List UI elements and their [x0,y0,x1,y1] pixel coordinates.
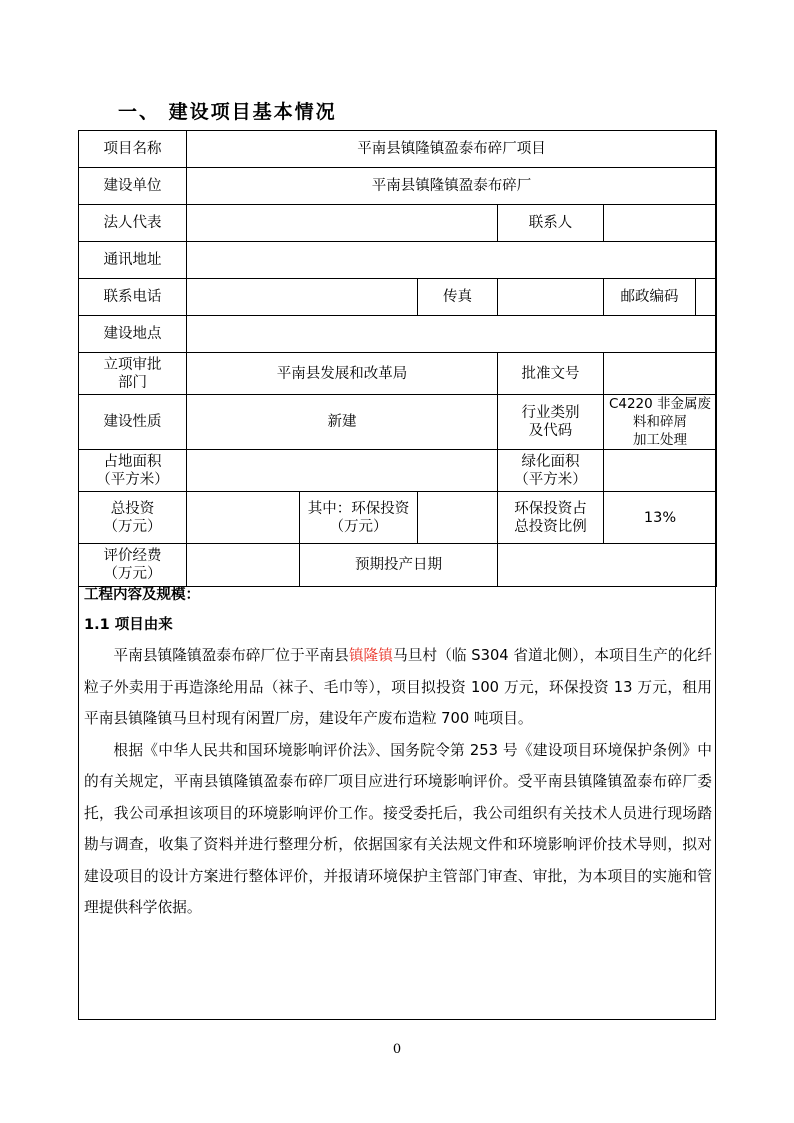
project-name-value: 平南县镇隆镇盈泰布碎厂项目 [187,131,717,168]
fax-value [498,279,604,316]
row-invest [79,492,717,544]
env-invest-value [418,492,498,544]
area-label-line2: （平方米） [96,471,169,488]
industry-value [604,395,717,450]
approval-dept-value: 平南县发展和改革局 [187,353,498,395]
industry-label-line1: 行业类别 [521,405,580,421]
approval-dept-label-line2: 部门 [118,374,147,391]
env-invest-label [300,492,418,544]
area-label-line1: 占地面积 [103,453,162,470]
invest-label-line1: 总投资 [110,500,155,517]
green-label [498,450,604,492]
row-project-name [79,131,717,168]
nature-value: 新建 [187,395,498,450]
phone-label: 联系电话 [79,279,187,316]
builder-value: 平南县镇隆镇盈泰布碎厂 [187,168,717,205]
area-value [187,450,498,492]
green-label-line1: 绿化面积 [521,453,580,470]
nature-label: 建设性质 [79,395,187,450]
approval-no-value [604,353,717,395]
row-legal-rep [79,205,717,242]
paragraph-1 [84,640,712,735]
approval-dept-label-line1: 立项审批 [103,356,162,373]
row-address [79,242,717,279]
industry-label [498,395,604,450]
row-area [79,450,717,492]
postcode-label: 邮政编码 [604,279,696,316]
phone-value [187,279,418,316]
approval-no-label: 批准文号 [498,353,604,395]
ratio-label [498,492,604,544]
invest-label [79,492,187,544]
fax-label: 传真 [418,279,498,316]
row-phone [79,279,717,316]
p1-before: 平南县镇隆镇盈泰布碎厂位于平南县 [113,647,349,664]
section-title: 一、 建设项目基本情况 [118,101,337,123]
project-content [84,580,712,924]
p1-after: 马旦村（临 S304 省道北侧），本项目生产的化纤粒子外卖用于再造涤纶用品（袜子、毛巾等），项目拟投资 100 万元，环保投资 13 万元，租用平南县镇隆镇马旦村现有闲置厂房，建设年产废布造粒 700 吨项目。 [84,647,712,727]
ratio-value: 13% [604,492,717,544]
project-name-label: 项目名称 [79,131,187,168]
green-label-line2: （平方米） [514,471,587,488]
page-number: 0 [392,1042,402,1057]
industry-label-line2: 及代码 [528,423,573,439]
invest-value [187,492,300,544]
fee-label-line1: 评价经费 [103,548,162,564]
sub-title: 1.1 项目由来 [84,617,173,633]
env-invest-label-line2: （万元） [329,518,388,535]
industry-value-line2: 加工处理 [633,432,687,448]
row-site [79,316,717,353]
approval-dept-label [79,353,187,395]
row-nature [79,395,717,450]
builder-label: 建设单位 [79,168,187,205]
ratio-label-line1: 环保投资占 [514,500,587,517]
green-value [604,450,717,492]
industry-value-line1: C4220 非金属废料和碎屑 [608,396,712,430]
scope-title: 工程内容及规模： [84,587,200,603]
paragraph-2: 根据《中华人民共和国环境影响评价法》、国务院令第 253 号《建设项目环境保护条例》中的有关规定，平南县镇隆镇盈泰布碎厂项目应进行环境影响评价。受平南县镇隆镇盈泰布碎厂委托，我公司承担该项目的环境影响评价工作。接受委托后，我公司组织有关技术人员进行现场踏勘与调查，收集了资料并进行整理分析，依据国家有关法规文件和环境影响评价技术导则，拟对建设项目的设计方案进行整体评价，并报请环境保护主管部门审查、审批，为本项目的实施和管理提供科学依据。 [84,741,712,916]
ratio-label-line2: 总投资比例 [514,518,587,535]
legal-rep-label: 法人代表 [79,205,187,242]
invest-label-line2: （万元） [103,518,162,535]
site-value [187,316,717,353]
fee-label-line2: （万元） [103,566,162,582]
p1-highlight: 镇隆镇 [348,647,393,664]
address-value [187,242,717,279]
project-info-table [78,130,717,587]
legal-rep-value [187,205,498,242]
env-invest-label-line1: 其中：环保投资 [307,500,410,517]
contact-label: 联系人 [498,205,604,242]
start-date-label: 预期投产日期 [300,544,498,587]
row-builder [79,168,717,205]
postcode-value [696,279,717,316]
site-label: 建设地点 [79,316,187,353]
row-approval [79,353,717,395]
address-label: 通讯地址 [79,242,187,279]
area-label [79,450,187,492]
contact-value [604,205,717,242]
